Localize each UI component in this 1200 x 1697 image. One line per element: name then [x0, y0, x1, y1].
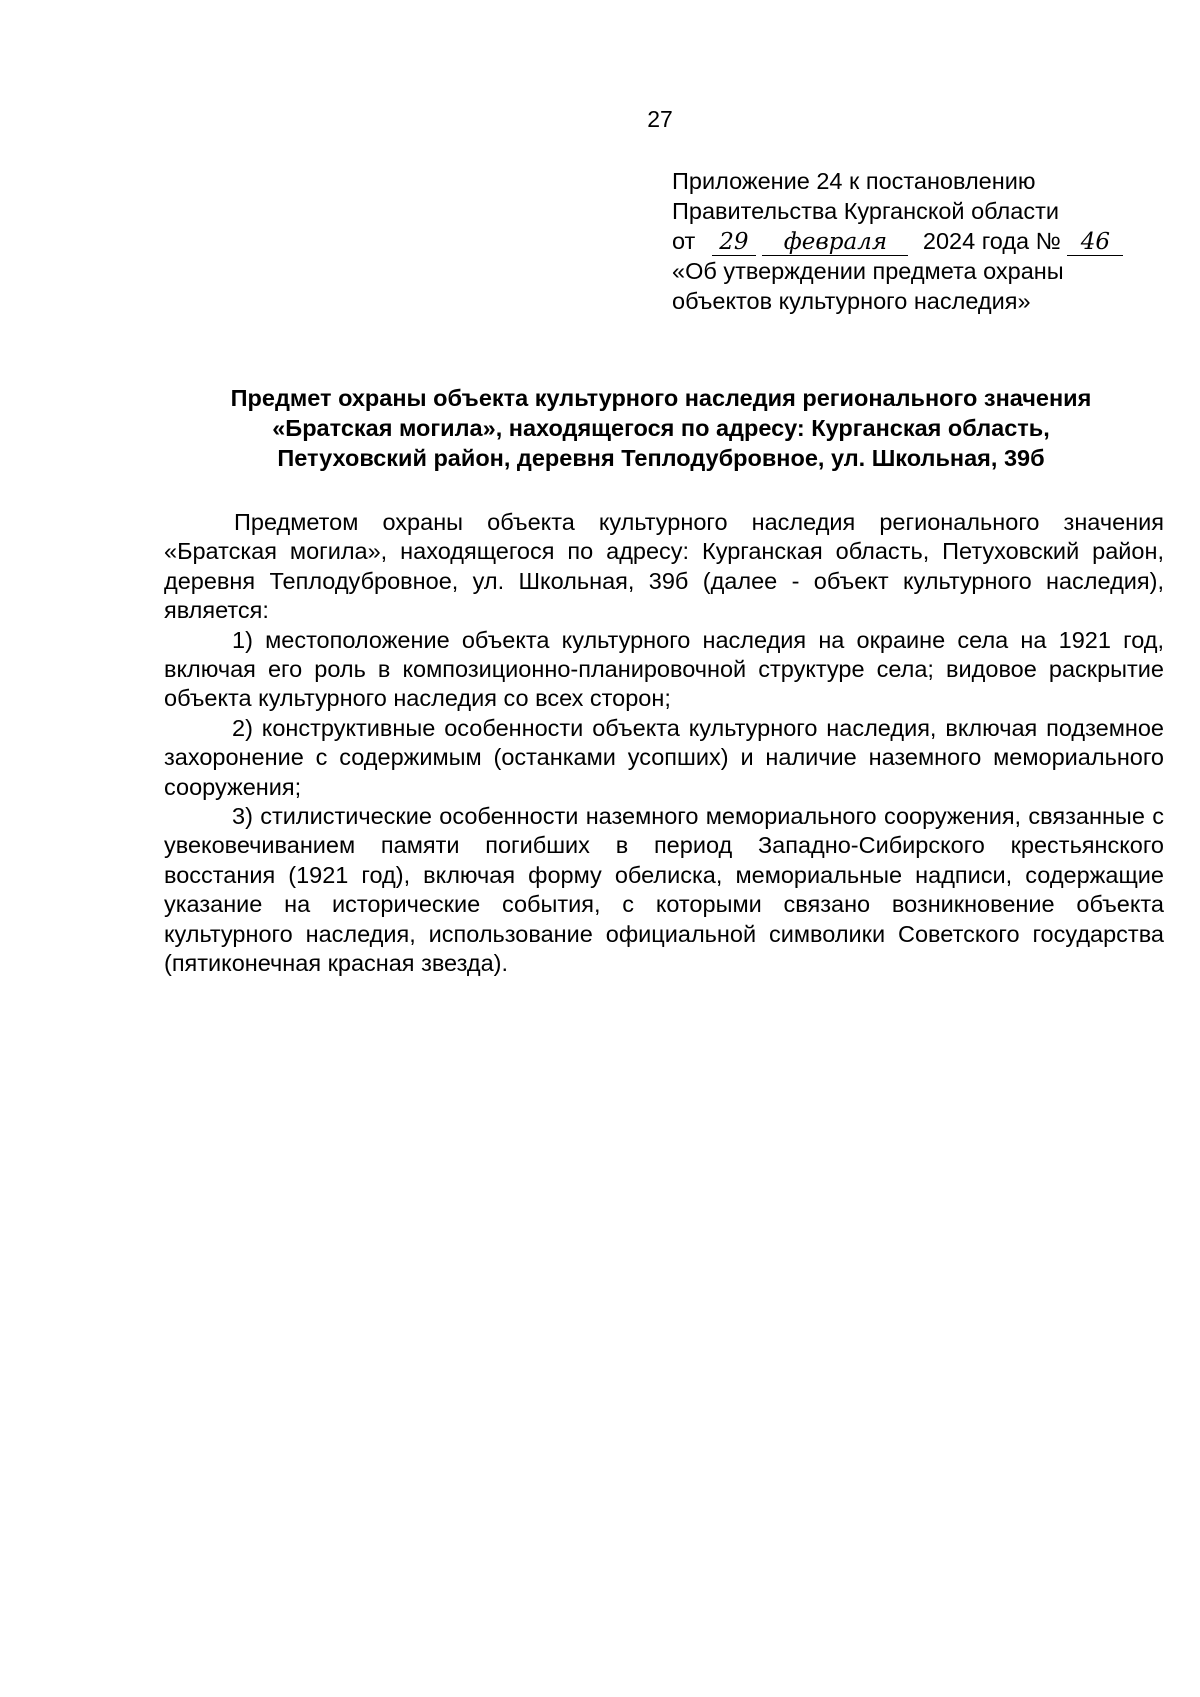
document-title [160, 383, 1162, 473]
handwritten-month: февраля [762, 229, 908, 256]
title-line-1: Предмет охраны объекта культурного наследия регионального значения [230, 385, 1092, 411]
intro-paragraph: Предметом охраны объекта культурного наследия регионального значения «Братская могила», находящегося по адресу: Курганская область, Петуховский район, деревня Теплодубровное, ул. Школьная, 39б (далее - объект культурного наследия), является: [164, 509, 1164, 624]
document-body [164, 508, 1164, 979]
list-item-1: 1) местоположение объекта культурного наследия на окраине села на 1921 год, включая его роль в композиционно-планировочной структуре села; видовое раскрытие объекта культурного наследия со всех сторон; [164, 626, 1164, 712]
date-year: 2024 года № [922, 228, 1061, 254]
date-prefix: от [672, 228, 696, 254]
appendix-date-line [672, 226, 1172, 256]
appendix-header [672, 166, 1172, 316]
list-item-3: 3) стилистические особенности наземного мемориального сооружения, связанные с увековечиванием памяти погибших в период Западно-Сибирского крестьянского восстания (1921 год), включая форму обелиска, мемориальные надписи, содержащие указание на исторические события, с которыми связано возникновение объекта культурного наследия, использование официальной символики Советского государства (пятиконечная красная звезда). [164, 803, 1164, 977]
title-line-2: «Братская могила», находящегося по адресу: Курганская область, [272, 415, 1050, 441]
appendix-line-1: Приложение 24 к постановлению [672, 168, 1036, 194]
title-line-3: Петуховский район, деревня Теплодубровное, ул. Школьная, 39б [277, 445, 1045, 471]
page-number: 27 [647, 106, 673, 132]
appendix-line-2: Правительства Курганской области [672, 198, 1059, 224]
appendix-line-5: объектов культурного наследия» [672, 288, 1031, 314]
handwritten-number: 46 [1067, 229, 1123, 256]
list-item-2: 2) конструктивные особенности объекта культурного наследия, включая подземное захоронение с содержимым (останками усопших) и наличие наземного мемориального сооружения; [164, 714, 1164, 800]
handwritten-day: 29 [712, 229, 756, 256]
appendix-line-4: «Об утверждении предмета охраны [672, 258, 1064, 284]
